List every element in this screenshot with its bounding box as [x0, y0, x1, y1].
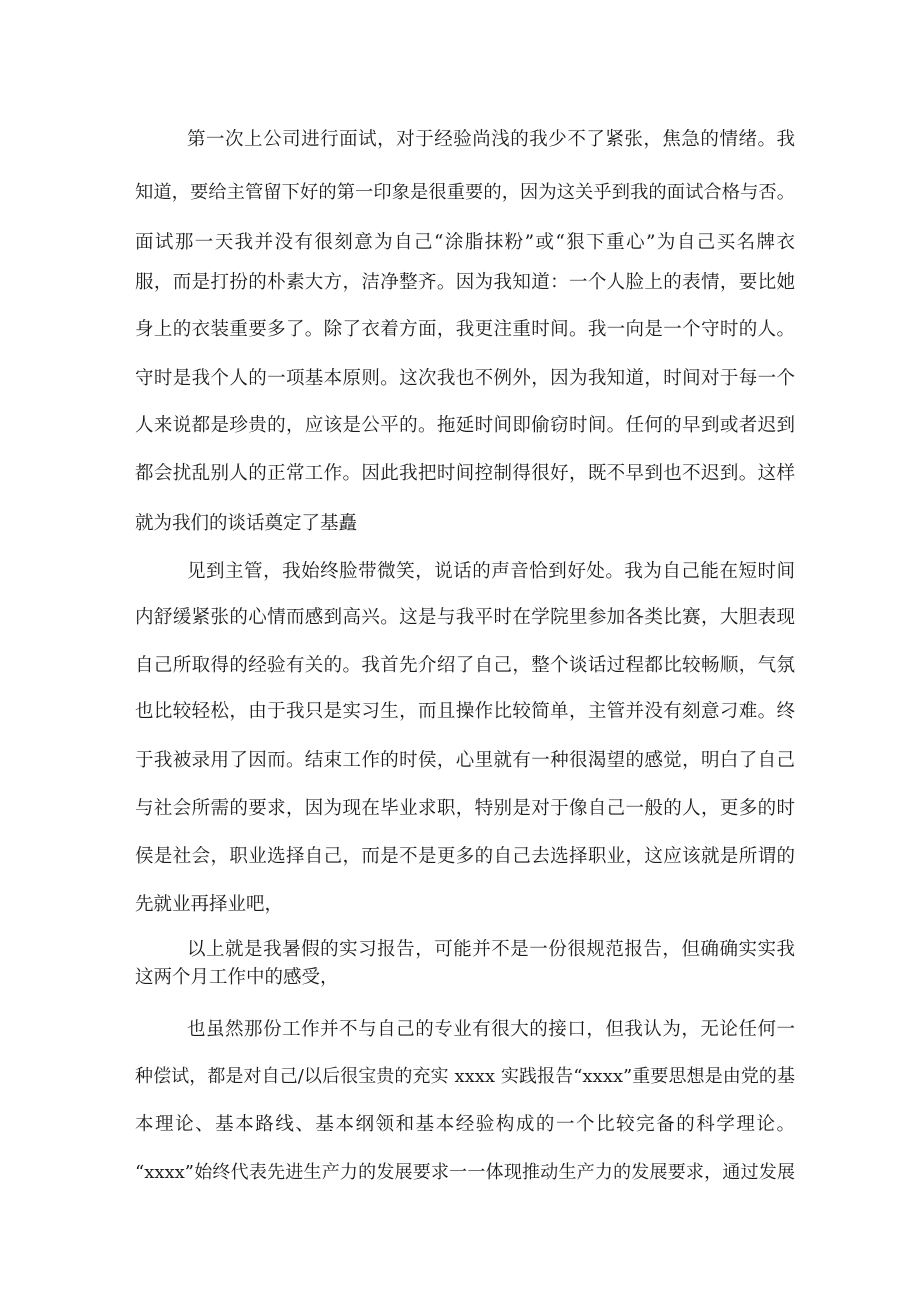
paragraph-1-line-6: 守时是我个人的一项基本原则。这次我也不例外，因为我知道，时间对于每一个 [135, 368, 795, 389]
paragraph-2-line-8: 先就业再择业吧， [135, 894, 284, 915]
paragraph-1-line-1: 第一次上公司进行面试，对于经验尚浅的我少不了紧张，焦急的情绪。我 [187, 129, 795, 150]
paragraph-1-line-8: 都会扰乱别人的正常工作。因此我把时间控制得很好，既不早到也不迟到。这样 [135, 463, 795, 484]
paragraph-1-line-9: 就为我们的谈话奠定了基矗 [135, 513, 358, 534]
paragraph-2-line-1: 见到主管，我始终脸带微笑，说话的声音恰到好处。我为自己能在短时间 [187, 561, 795, 582]
paragraph-2-line-4: 也比较轻松，由于我只是实习生，而且操作比较简单，主管并没有刻意刁难。终 [135, 701, 795, 722]
paragraph-1-line-7: 人来说都是珍贵的，应该是公平的。拖延时间即偷窃时间。任何的早到或者迟到 [135, 415, 795, 436]
paragraph-1-line-3: 面试那一天我并没有很刻意为自己“涂脂抹粉”或“狠下重心”为自己买名牌衣 [135, 232, 795, 253]
paragraph-1-line-2: 知道，要给主管留下好的第一印象是很重要的，因为这关乎到我的面试合格与否。 [135, 182, 795, 203]
paragraph-2-line-2: 内舒缓紧张的心情而感到高兴。这是与我平时在学院里参加各类比赛，大胆表现 [135, 607, 795, 628]
paragraph-3-line-2: 这两个月工作中的感受， [135, 967, 339, 988]
paragraph-2-line-3: 自己所取得的经验有关的。我首先介绍了自己，整个谈话过程都比较畅顺，气氛 [135, 655, 795, 676]
paragraph-1-line-4: 服，而是打扮的朴素大方，洁净整齐。因为我知道：一个人脸上的表情，要比她 [135, 272, 795, 293]
paragraph-4-line-1: 也虽然那份工作并不与自己的专业有很大的接口，但我认为，无论任何一 [187, 1019, 795, 1040]
paragraph-2-line-6: 与社会所需的要求，因为现在毕业求职，特别是对于像自己一般的人，更多的时 [135, 798, 795, 819]
paragraph-4-line-3: 本理论、基本路线、基本纲领和基本经验构成的一个比较完备的科学理论。 [135, 1114, 795, 1135]
paragraph-1-line-5: 身上的衣装重要多了。除了衣着方面，我更注重时间。我一向是一个守时的人。 [135, 319, 795, 340]
paragraph-3-line-1: 以上就是我暑假的实习报告，可能并不是一份很规范报告，但确确实实我 [187, 939, 795, 960]
paragraph-4-line-2: 种偿试，都是对自己/以后很宝贵的充实 xxxx 实践报告“xxxx”重要思想是由党的基 [135, 1066, 795, 1087]
paragraph-4-line-4: “xxxx”始终代表先进生产力的发展要求一一体现推动生产力的发展要求，通过发展 [135, 1162, 795, 1183]
paragraph-2-line-5: 于我被录用了因而。结束工作的时侯，心里就有一种很渴望的感觉，明白了自己 [135, 750, 795, 771]
paragraph-2-line-7: 侯是社会，职业选择自己，而是不是更多的自己去选择职业，这应该就是所谓的 [135, 846, 795, 867]
